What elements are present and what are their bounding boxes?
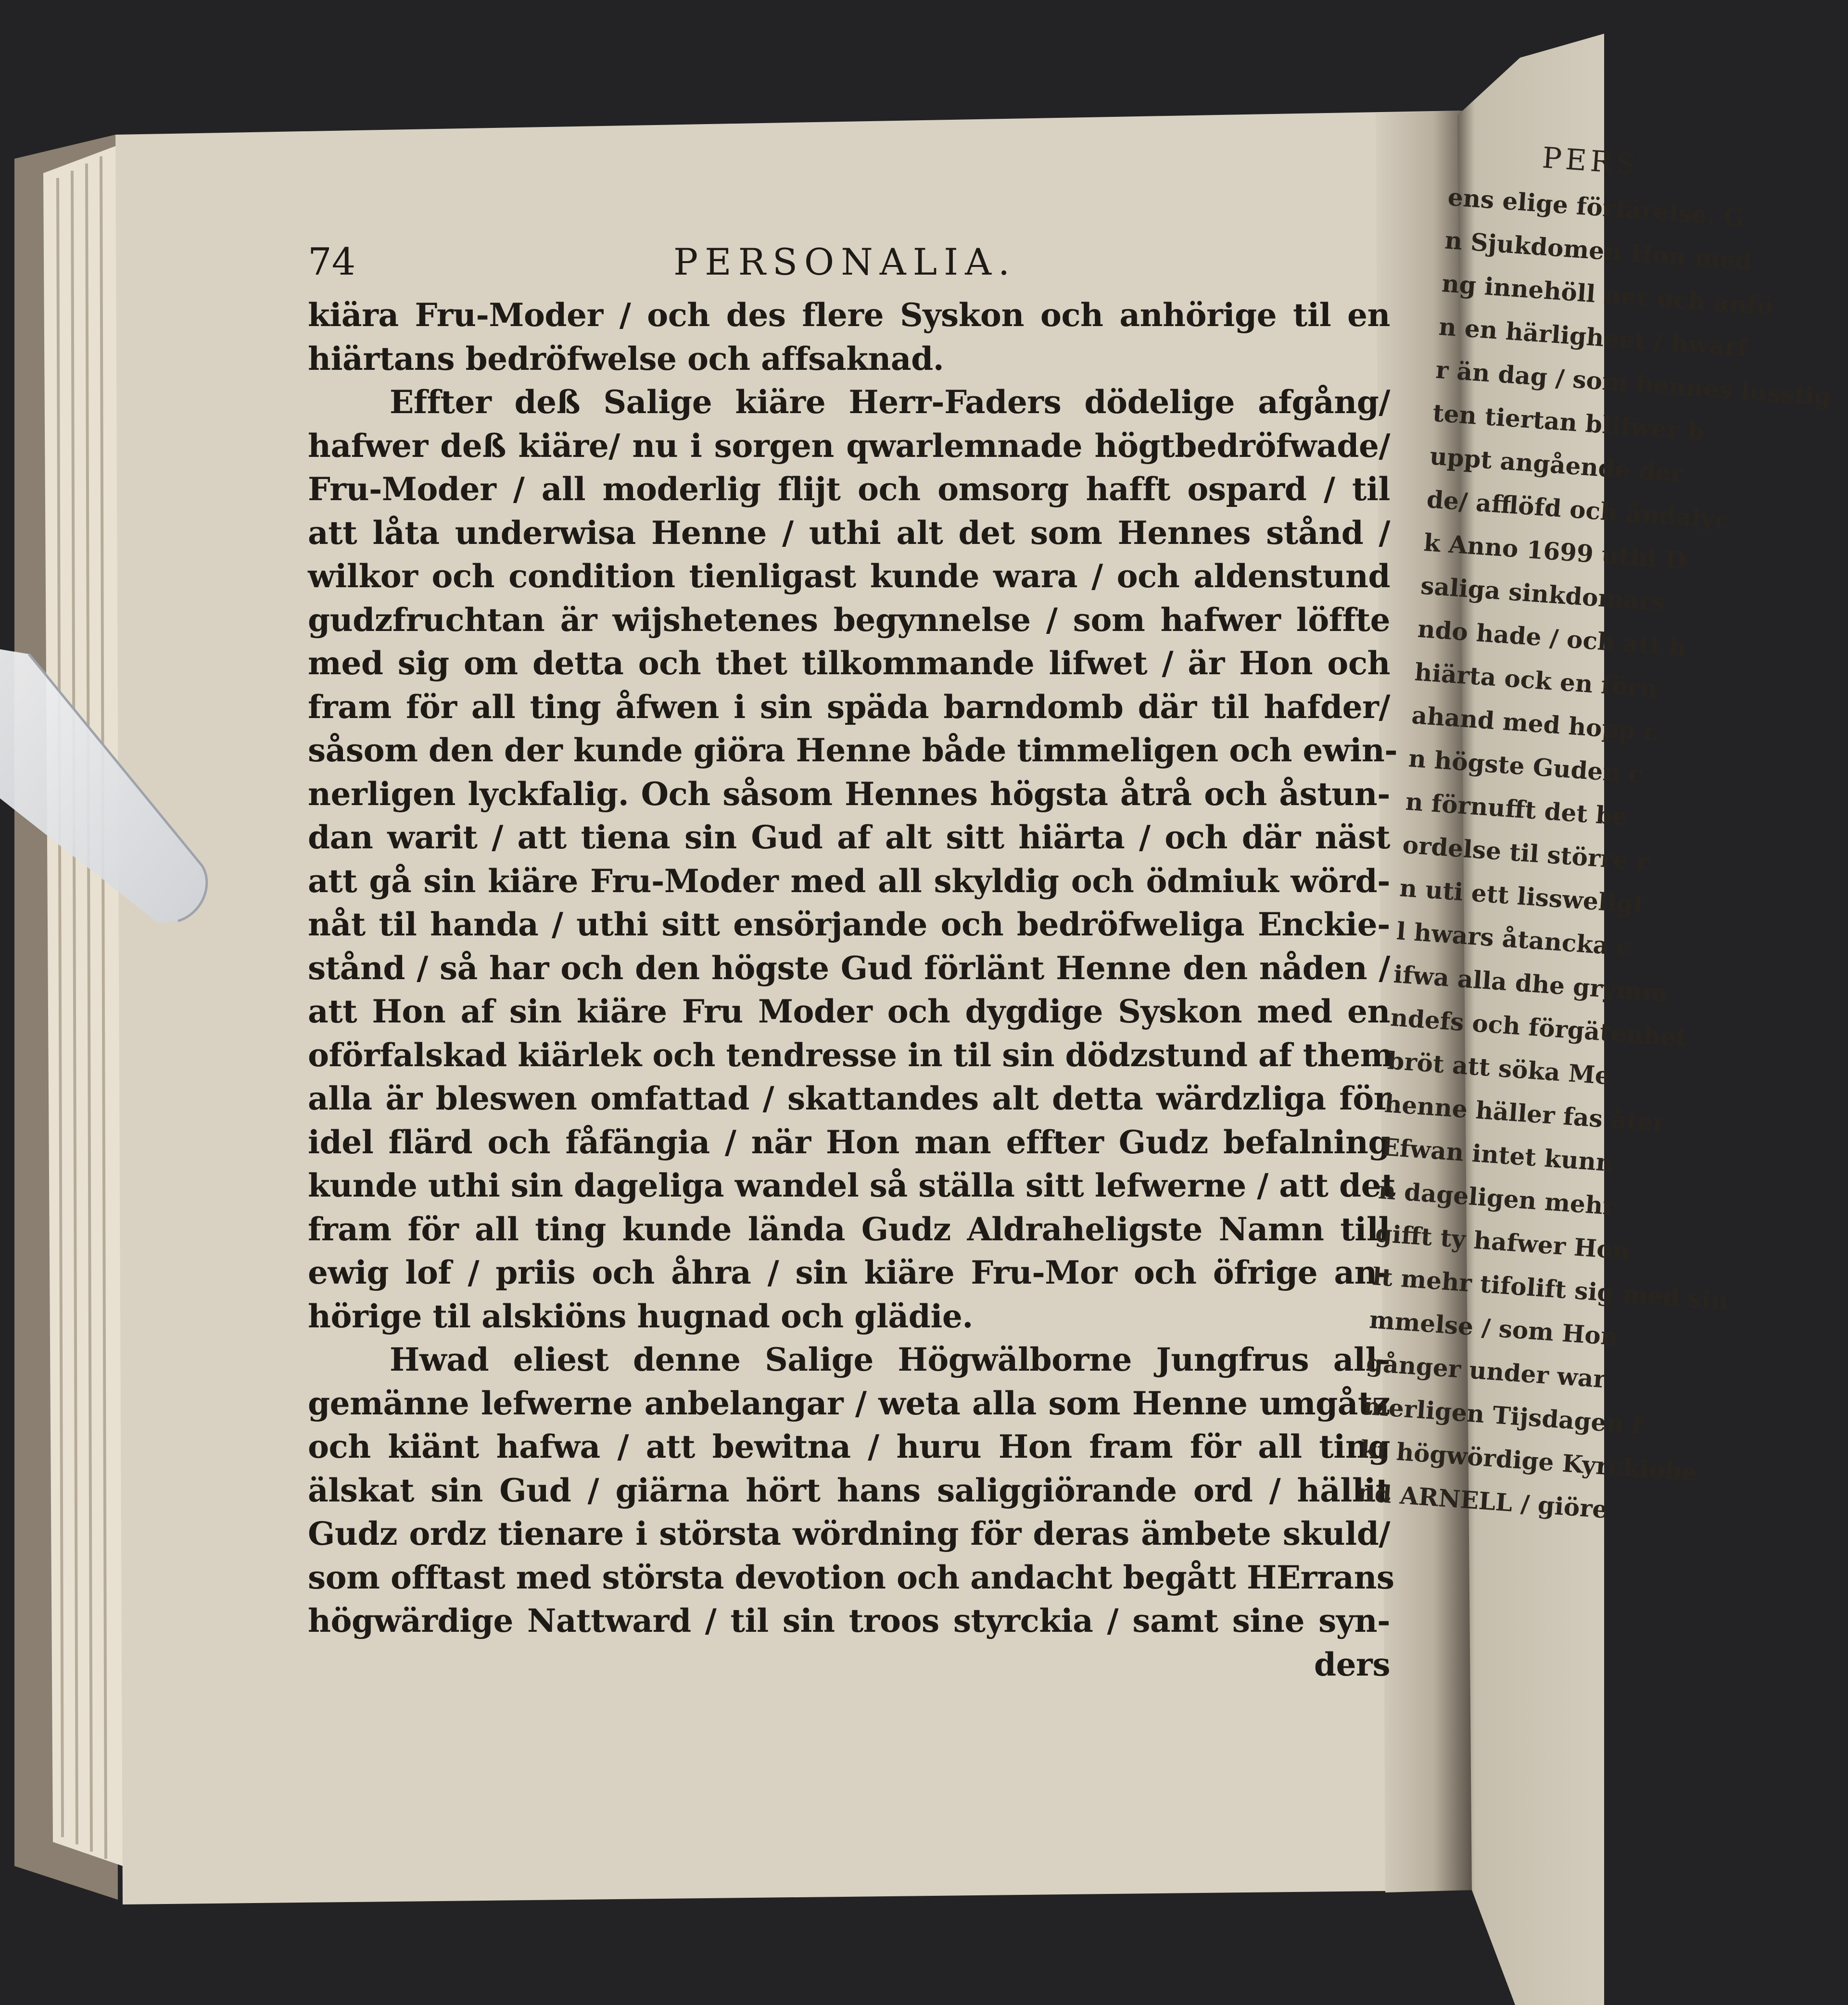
text-line: hörige til alskiöns hugnad och glädie. — [308, 1297, 973, 1335]
text-line: älskat sin Gud / giärna hört hans saliggiörande ord / hällit — [308, 1471, 1390, 1509]
text-line: kiära Fru-Moder / och des flere Syskon och anhörige til en — [308, 296, 1390, 334]
text-line: gemänne lefwerne anbelangar / weta alla som Henne umgåtz — [308, 1384, 1390, 1422]
text-line: nåt til handa / uthi sitt ensörjande och bedröfweliga Enckie- — [308, 906, 1390, 943]
facing-text-line: n högste Guden c — [1407, 744, 1645, 789]
text-line: nerligen lyckfalig. Och såsom Hennes högsta åtrå och åstun- — [308, 775, 1390, 813]
facing-text-line: hiärta ock en förn — [1414, 657, 1659, 703]
text-line: hafwer deß kiäre/ nu i sorgen qwarlemnade högtbedröfwade/ — [308, 427, 1390, 465]
text-line: stånd / så har och den högste Gud förlänt Henne den nåden / — [308, 949, 1390, 987]
text-line: att gå sin kiäre Fru-Moder med all skyldig och ödmiuk wörd- — [308, 862, 1390, 900]
facing-text-line: ahand med hopp c — [1410, 701, 1660, 746]
facing-text-line: saliga sinkdomars — [1419, 571, 1667, 617]
facing-text-line: l hwars åtancka c — [1395, 917, 1633, 962]
text-line: idel flärd och fåfängia / när Hon man effter Gudz befalning — [308, 1123, 1390, 1161]
facing-text-line: ens elige förfärelse. G — [1447, 182, 1746, 232]
facing-text-line: k Anno 1699 uthi D — [1422, 528, 1687, 575]
text-line: såsom den der kunde giöra Henne både timmeligen och ewin- — [308, 731, 1398, 769]
text-line: kunde uthi sin dageliga wandel så ställa sitt lefwerne / att det — [308, 1167, 1396, 1204]
facing-text-line: gånger under war — [1365, 1348, 1607, 1394]
facing-text-line: n en härligheet / hwarf — [1438, 312, 1749, 362]
text-line: oförfalskad kiärlek och tendresse in til sin dödzstund af them — [308, 1036, 1393, 1074]
text-line: Fru-Moder / all moderlig flijt och omsorg hafft ospard / til — [308, 470, 1390, 508]
text-line: Gudz ordz tienare i största wördning för deras ämbete skuld/ — [308, 1515, 1390, 1552]
facing-text-line: ndefs och förgätenbet — [1389, 1003, 1688, 1052]
facing-text-line: ordelse til större r — [1402, 830, 1651, 876]
facing-text-line: uppt angående der — [1429, 441, 1684, 488]
facing-text-line: n uti ett lissweligt — [1398, 873, 1645, 919]
facing-text-line: ng innehöll ner och anfö — [1441, 269, 1774, 321]
page-stack-edge — [43, 144, 123, 1866]
text-line: Effter deß Salige kiäre Herr-Faders dödelige afgång/ — [390, 383, 1390, 421]
text-line: gudzfruchtan är wijshetenes begynnelse / som hafwer löffte — [308, 601, 1390, 639]
text-line: och kiänt hafwa / att bewitna / huru Hon fram för all ting — [308, 1428, 1390, 1465]
facing-text-line: henne häller fas åter — [1383, 1089, 1667, 1137]
facing-running-head: PERS — [1541, 141, 1641, 182]
facing-text-line: mmelse / som Hon — [1368, 1305, 1620, 1351]
text-line: som offtast med största devotion och andacht begått HErrans — [308, 1558, 1394, 1596]
facing-text-line: ifwa alla dhe grymm — [1392, 959, 1669, 1008]
page-header — [308, 240, 1390, 293]
facing-text-line: Efwan intet kunn — [1380, 1132, 1615, 1177]
text-line: att låta underwisa Henne / uthi alt det som Hennes stånd / — [308, 514, 1390, 552]
facing-text-line: nd ARNELL / giöre — [1356, 1478, 1609, 1524]
text-line: fram för all ting kunde lända Gudz Aldraheligste Namn till — [308, 1210, 1390, 1248]
text-line: med sig om detta och thet tilkommande lifwet / är Hon och — [308, 644, 1390, 682]
text-line: att Hon af sin kiäre Fru Moder och dygdige Syskon med en — [308, 993, 1390, 1030]
catchword: ders — [1314, 1645, 1390, 1683]
text-line: ewig lof / priis och åhra / sin kiäre Fru-Mor och öfrige an- — [308, 1254, 1390, 1291]
facing-text-line: kt högwördige Kyrckiobe — [1359, 1435, 1698, 1487]
facing-text-line: merligen Tijsdagen f — [1362, 1391, 1644, 1440]
facing-text-line: gifft ty hafwer Hon — [1374, 1219, 1632, 1265]
text-line: alla är bleswen omfattad / skattandes alt detta wärdzliga för — [308, 1080, 1390, 1117]
facing-text-line: de/ afflöfd och åndalyc — [1426, 485, 1730, 535]
running-head: PERSONALIA. — [673, 240, 1017, 283]
facing-text-line: n Sjukdomen Hon med — [1443, 226, 1753, 276]
text-line: wilkor och condition tienligast kunde wara / och aldenstund — [308, 557, 1390, 595]
facing-text-line: ten tiertan blifwer b — [1431, 398, 1706, 446]
facing-text-line: ndo hade / och att h — [1417, 614, 1688, 662]
page-number: 74 — [308, 240, 356, 284]
facing-text-line: r än dag / som hennes lusstig — [1435, 355, 1833, 412]
page-text-block — [308, 240, 1398, 1686]
facing-text-line: n dageligen mehr — [1377, 1175, 1617, 1221]
text-body — [308, 293, 1398, 1686]
text-line: högwärdige Nattward / til sin troos styrckia / samt sine syn- — [308, 1602, 1390, 1639]
facing-text-line: lt mehr tifolift sig med sin — [1371, 1262, 1729, 1315]
facing-text-line: bröt att söka Me — [1386, 1046, 1611, 1090]
text-line: hiärtans bedröfwelse och affsaknad. — [308, 340, 944, 378]
facing-text-line: n förnufft det be — [1405, 787, 1629, 831]
text-line: dan warit / att tiena sin Gud af alt sitt hiärta / och där näst — [308, 819, 1390, 856]
text-line: Hwad eliest denne Salige Högwälborne Jungfrus all- — [390, 1341, 1390, 1378]
text-line: fram för all ting åfwen i sin späda barndomb där til hafder/ — [308, 688, 1390, 726]
